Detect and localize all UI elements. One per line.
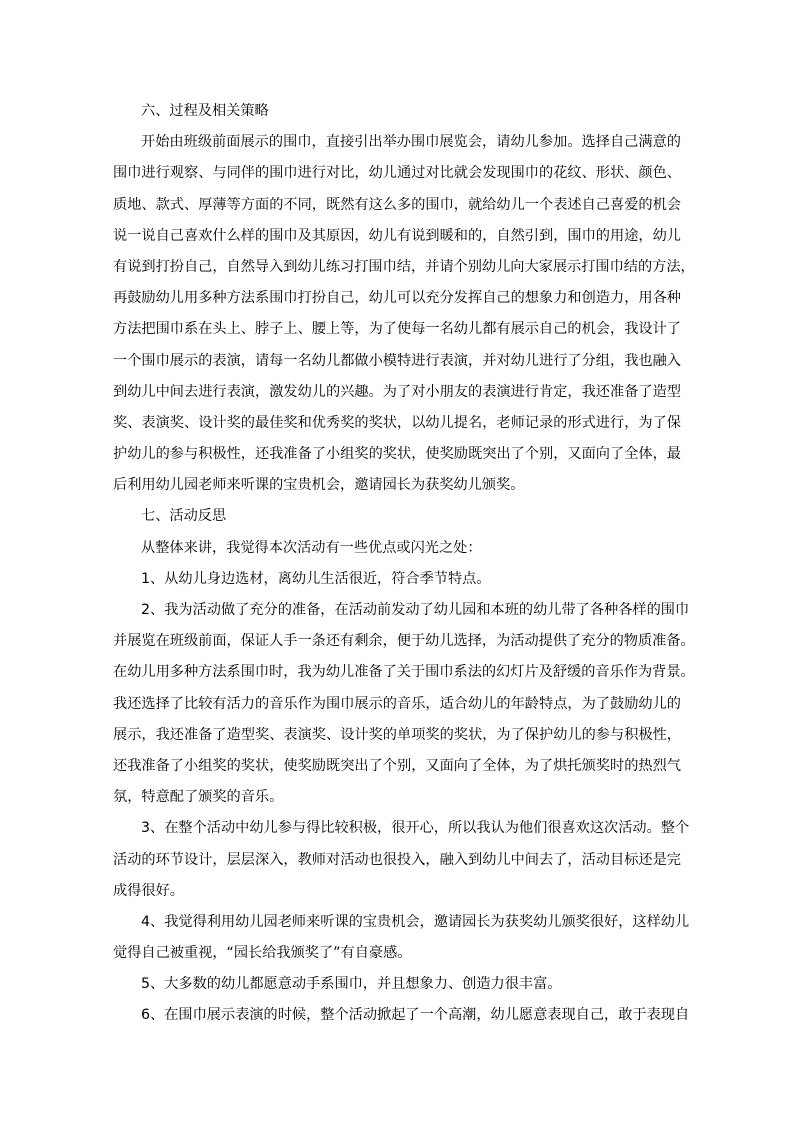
reflection-item-5: 5、大多数的幼儿都愿意动手系围巾，并且想象力、创造力很丰富。 bbox=[141, 976, 562, 993]
paragraph-line: 一个围巾展示的表演，请每一名幼儿都做小模特进行表演，并对幼儿进行了分组，我也融入 bbox=[113, 352, 681, 369]
reflection-item-3-line: 3、在整个活动中幼儿参与得比较积极，很开心，所以我认为他们很喜欢这次活动。整个 bbox=[141, 820, 690, 837]
section-heading-process: 六、过程及相关策略 bbox=[141, 103, 269, 119]
reflection-item-2-line: 并展览在班级前面，保证人手一条还有剩余，便于幼儿选择，为活动提供了充分的物质准备。 bbox=[113, 633, 695, 650]
paragraph-line: 奖、表演奖、设计奖的最佳奖和优秀奖的奖状，以幼儿提名，老师记录的形式进行，为了保 bbox=[113, 414, 681, 431]
paragraph-line: 再鼓励幼儿用多种方法系围巾打扮自己，幼儿可以充分发挥自己的想象力和创造力，用各种 bbox=[113, 290, 681, 307]
paragraph-line: 围巾进行观察、与同伴的围巾进行对比，幼儿通过对比就会发现围巾的花纹、形状、颜色、 bbox=[113, 165, 681, 182]
paragraph-line: 有说到打扮自己，自然导入到幼儿练习打围巾结，并请个别幼儿向大家展示打围巾结的方法， bbox=[113, 258, 695, 275]
reflection-item-1: 1、从幼儿身边选材，离幼儿生活很近，符合季节特点。 bbox=[141, 570, 491, 587]
paragraph-line: 质地、款式、厚薄等方面的不同，既然有这么多的围巾，就给幼儿一个表述自己喜爱的机会 bbox=[113, 196, 681, 213]
reflection-item-4-line: 4、我觉得利用幼儿园老师来听课的宝贵机会，邀请园长为获奖幼儿颁奖很好，这样幼儿 bbox=[141, 913, 690, 930]
reflection-item-2-line: 还我准备了小组奖的奖状，使奖励既突出了个别，又面向了全体，为了烘托颁奖时的热烈气 bbox=[113, 757, 681, 774]
reflection-item-4-line: 觉得自己被重视，“园长给我颁奖了”有自豪感。 bbox=[113, 945, 412, 962]
reflection-item-2-line: 我还选择了比较有活力的音乐作为围巾展示的音乐，适合幼儿的年龄特点，为了鼓励幼儿的 bbox=[113, 695, 681, 712]
paragraph-line: 到幼儿中间去进行表演，激发幼儿的兴趣。为了对小朋友的表演进行肯定，我还准备了造型 bbox=[113, 383, 681, 400]
paragraph-line: 后利用幼儿园老师来听课的宝贵机会，邀请园长为获奖幼儿颁奖。 bbox=[113, 477, 525, 494]
paragraph-line: 护幼儿的参与积极性，还我准备了小组奖的奖状，使奖励既突出了个别，又面向了全体，最 bbox=[113, 446, 681, 463]
section-heading-reflection: 七、活动反思 bbox=[141, 508, 227, 525]
reflection-item-2-line: 在幼儿用多种方法系围巾时，我为幼儿准备了关于围巾系法的幻灯片及舒缓的音乐作为背景。 bbox=[113, 664, 695, 681]
paragraph-line: 开始由班级前面展示的围巾，直接引出举办围巾展览会，请幼儿参加。选择自己满意的 bbox=[141, 134, 681, 151]
paragraph-line: 说一说自己喜欢什么样的围巾及其原因，幼儿有说到暖和的，自然引到，围巾的用途，幼儿 bbox=[113, 227, 681, 244]
reflection-item-6-line: 6、在围巾展示表演的时候，整个活动掀起了一个高潮，幼儿愿意表现自己，敢于表现自 bbox=[141, 1007, 690, 1024]
document-page bbox=[113, 96, 695, 1032]
reflection-item-2-line: 氛，特意配了颁奖的音乐。 bbox=[113, 789, 284, 806]
reflection-item-2-line: 展示，我还准备了造型奖、表演奖、设计奖的单项奖的奖状，为了保护幼儿的参与积极性， bbox=[113, 726, 681, 743]
paragraph-line: 方法把围巾系在头上、脖子上、腰上等，为了使每一名幼儿都有展示自己的机会，我设计了 bbox=[113, 321, 681, 338]
reflection-intro: 从整体来讲，我觉得本次活动有一些优点或闪光之处： bbox=[141, 539, 482, 556]
reflection-item-3-line: 成得很好。 bbox=[113, 882, 184, 899]
reflection-item-3-line: 活动的环节设计，层层深入，教师对活动也很投入，融入到幼儿中间去了，活动目标还是完 bbox=[113, 851, 681, 868]
reflection-item-2-line: 2、我为活动做了充分的准备，在活动前发动了幼儿园和本班的幼儿带了各种各样的围巾 bbox=[141, 602, 690, 618]
